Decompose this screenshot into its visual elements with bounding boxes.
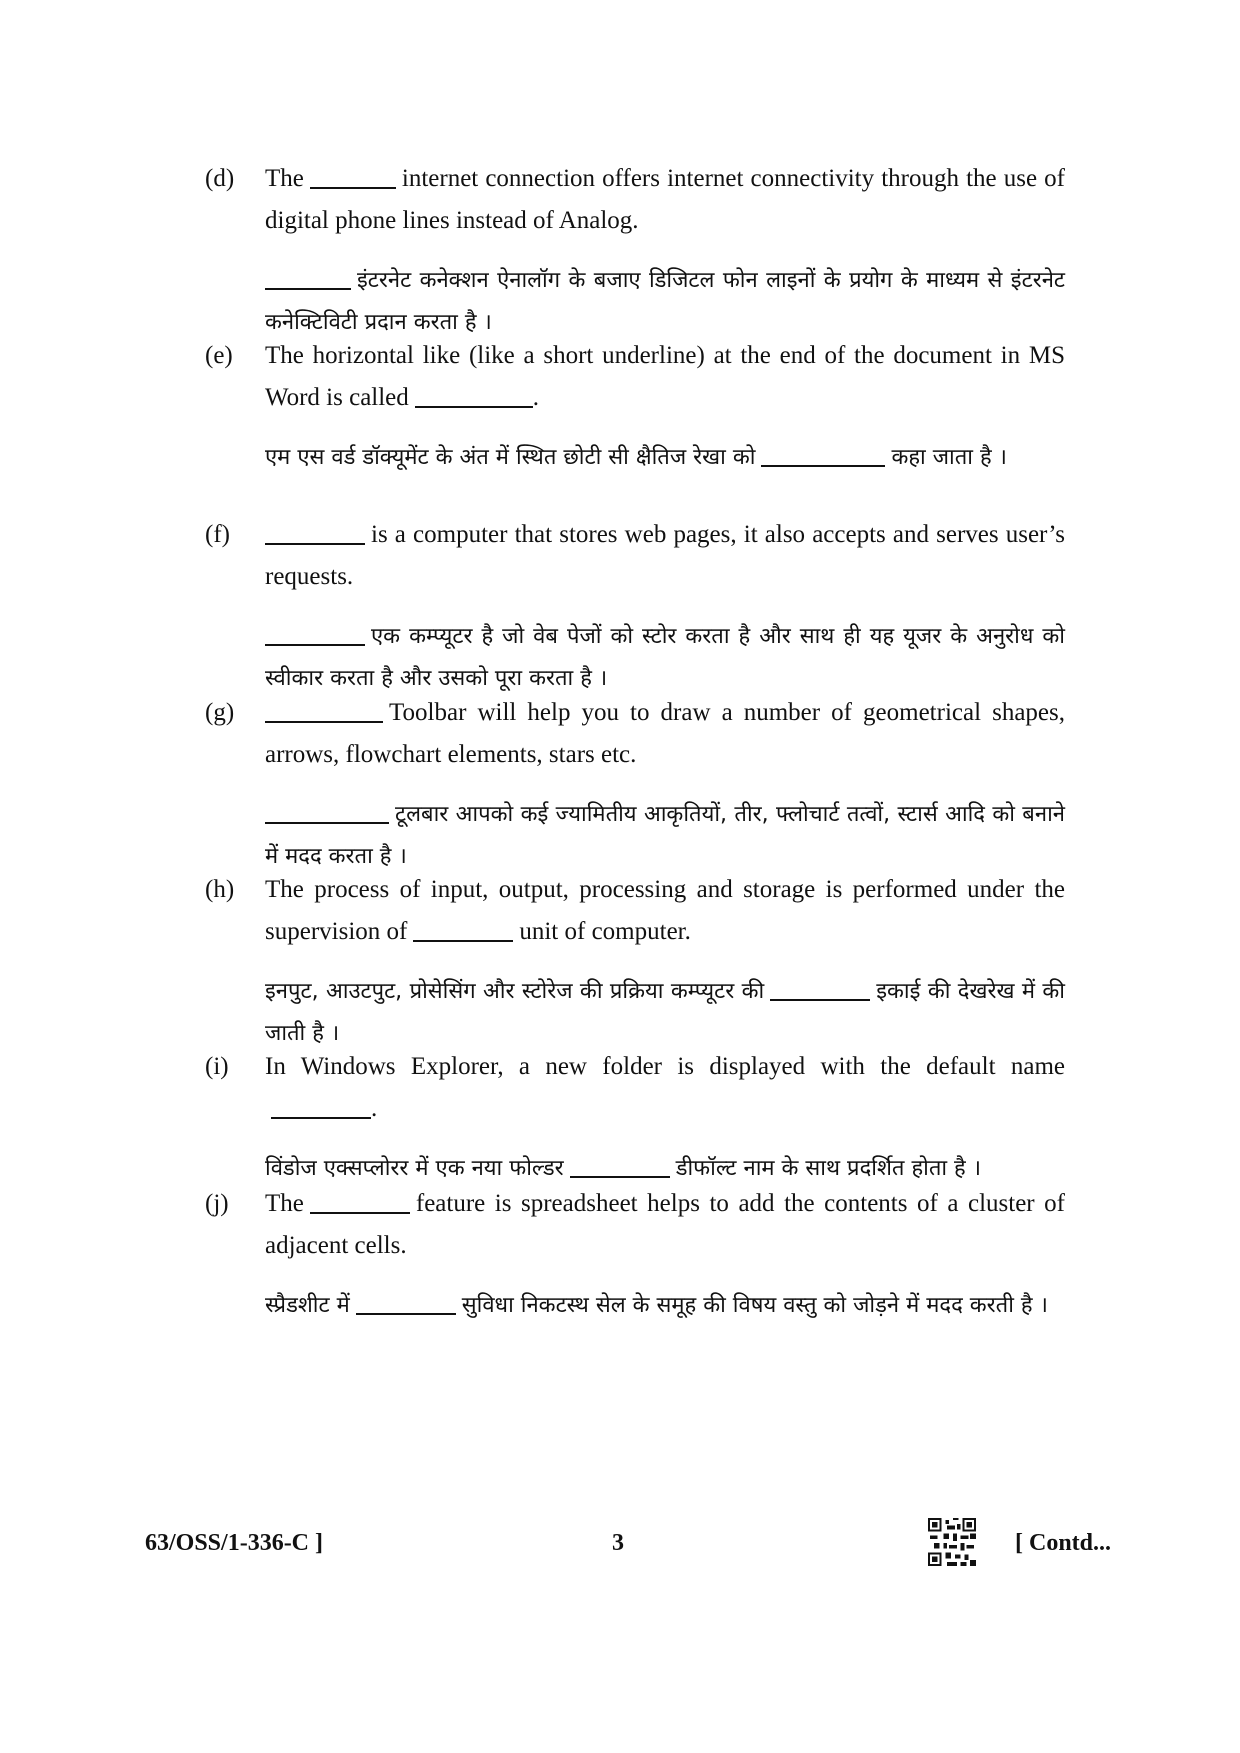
continued-label: [ Contd... (1015, 1530, 1112, 1556)
question-text-hindi: टूलबार आपको कई ज्यामितीय आकृतियों, तीर, फ्लोचार्ट तत्वों, स्टार्स आदि को बनाने में मदद करता है । (265, 794, 1065, 878)
question-text-english: The feature is spreadsheet helps to add the contents of a cluster of adjacent cells. (265, 1183, 1065, 1267)
question-g (205, 692, 1065, 878)
answer-blank (265, 265, 351, 290)
question-text-hindi: एक कम्प्यूटर है जो वेब पेजों को स्टोर करता है और साथ ही यह यूजर के अनुरोध को स्वीकार करता है और उसको पूरा करता है । (265, 616, 1065, 700)
question-text-hindi: स्प्रैडशीट में सुविधा निकटस्थ सेल के समूह की विषय वस्तु को जोड़ने में मदद करती है । (265, 1285, 1065, 1327)
question-text-hindi: एम एस वर्ड डॉक्यूमेंट के अंत में स्थित छोटी सी क्षैतिज रेखा को कहा जाता है । (265, 437, 1065, 479)
question-i (205, 1046, 1065, 1190)
question-j (205, 1183, 1065, 1327)
question-d (205, 158, 1065, 344)
answer-blank (356, 1290, 456, 1315)
answer-blank (770, 976, 870, 1001)
question-label: (e) (205, 342, 233, 369)
page-number: 3 (612, 1530, 624, 1556)
answer-blank (265, 517, 365, 545)
question-text-english: is a computer that stores web pages, it also accepts and serves user’s requests. (265, 514, 1065, 598)
question-label: (i) (205, 1053, 229, 1080)
question-h (205, 869, 1065, 1055)
answer-blank (570, 1153, 670, 1178)
question-label: (j) (205, 1190, 229, 1217)
answer-blank (271, 1091, 371, 1119)
answer-blank (265, 799, 389, 824)
answer-blank (265, 695, 383, 723)
answer-blank (761, 442, 885, 467)
question-label: (d) (205, 165, 235, 192)
question-text-english: The process of input, output, processing and storage is performed under the supervision of unit of computer. (265, 876, 1065, 945)
question-label: (g) (205, 699, 235, 726)
answer-blank (310, 161, 396, 189)
answer-blank (415, 380, 533, 408)
question-text-english: The horizontal like (like a short underline) at the end of the document in MS Word is called . (265, 342, 1065, 411)
answer-blank (310, 1186, 410, 1214)
qr-code-icon (928, 1518, 976, 1566)
question-text-english: In Windows Explorer, a new folder is displayed with the default name. (265, 1053, 1065, 1122)
paper-code: 63/OSS/1-336-C ] (145, 1530, 324, 1556)
question-text-hindi: इंटरनेट कनेक्शन ऐनालॉग के बजाए डिजिटल फोन लाइनों के प्रयोग के माध्यम से इंटरनेट कनेक्टिविटी प्रदान करता है । (265, 260, 1065, 344)
question-f (205, 514, 1065, 700)
question-e (205, 335, 1065, 479)
question-label: (h) (205, 876, 235, 903)
question-label: (f) (205, 521, 230, 548)
question-text-hindi: इनपुट, आउटपुट, प्रोसेसिंग और स्टोरेज की प्रक्रिया कम्प्यूटर की इकाई की देखरेख में की जाती है । (265, 971, 1065, 1055)
question-text-english: Toolbar will help you to draw a number of geometrical shapes, arrows, flowchart elements, stars etc. (265, 692, 1065, 776)
answer-blank (265, 621, 365, 646)
question-text-hindi: विंडोज एक्सप्लोरर में एक नया फोल्डर डीफॉल्ट नाम के साथ प्रदर्शित होता है । (265, 1148, 1065, 1190)
answer-blank (413, 914, 513, 942)
question-text-english: The internet connection offers internet connectivity through the use of digital phone lines instead of Analog. (265, 158, 1065, 242)
